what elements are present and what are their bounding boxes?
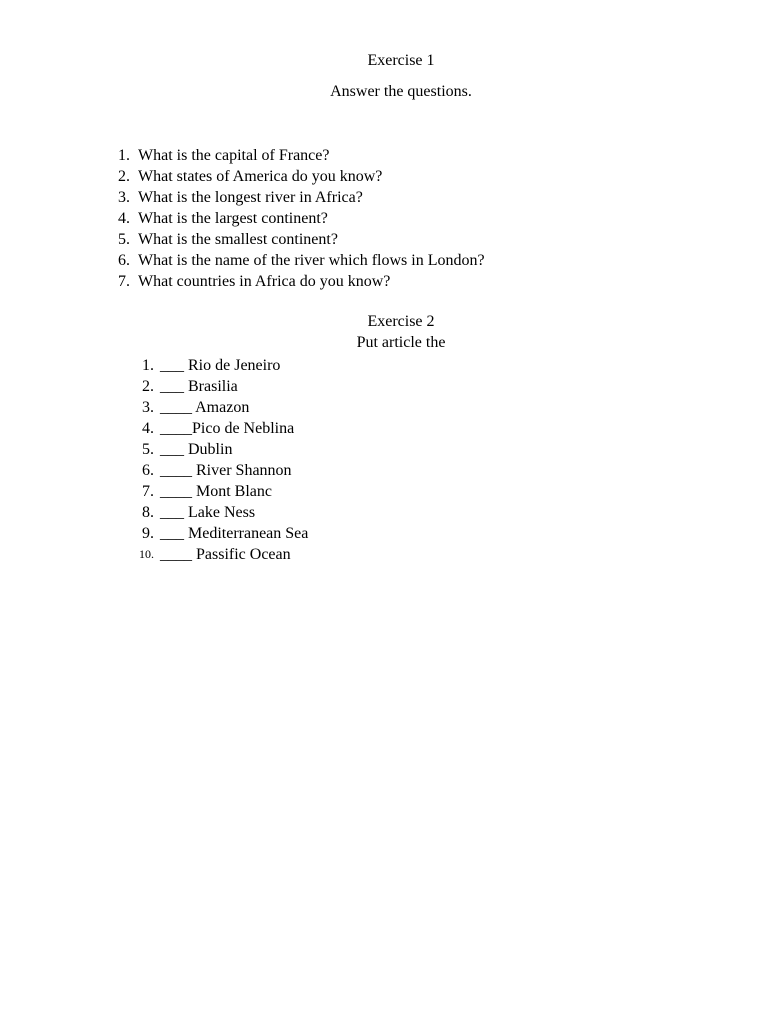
exercise2-title: Exercise 2 <box>367 313 435 330</box>
item-number: 8. <box>142 504 154 521</box>
question-number: 5. <box>118 231 130 248</box>
question-text: What is the smallest continent? <box>138 231 338 248</box>
item-number: 3. <box>142 399 154 416</box>
question-number: 3. <box>118 189 130 206</box>
item-text: ____ River Shannon <box>160 462 292 479</box>
item-text: ___ Lake Ness <box>160 504 256 521</box>
item-number: 10. <box>139 547 154 561</box>
exercise1-title: Exercise 1 <box>367 52 435 69</box>
question-number: 4. <box>118 210 130 227</box>
item-text: ___ Rio de Jeneiro <box>160 357 281 374</box>
exercise1-instruction: Answer the questions. <box>330 83 472 100</box>
item-number: 4. <box>142 420 154 437</box>
item-number: 7. <box>142 483 154 500</box>
question-text: What is the name of the river which flows in London? <box>138 252 485 269</box>
item-number: 2. <box>142 378 154 395</box>
question-text: What is the longest river in Africa? <box>138 189 363 206</box>
question-text: What states of America do you know? <box>138 168 383 185</box>
item-number: 5. <box>142 441 154 458</box>
question-number: 2. <box>118 168 130 185</box>
question-number: 1. <box>118 147 130 164</box>
item-number: 9. <box>142 525 154 542</box>
item-text: ____ Amazon <box>160 399 250 416</box>
question-text: What is the capital of France? <box>138 147 330 164</box>
item-text: ____Pico de Neblina <box>160 420 295 437</box>
item-number: 1. <box>142 357 154 374</box>
item-text: ____ Mont Blanc <box>160 483 272 500</box>
item-number: 6. <box>142 462 154 479</box>
question-text: What countries in Africa do you know? <box>138 273 391 290</box>
exercise2-instruction: Put article the <box>356 334 446 351</box>
item-text: ___ Mediterranean Sea <box>160 525 309 542</box>
item-text: ___ Brasilia <box>160 378 238 395</box>
question-number: 6. <box>118 252 130 269</box>
item-text: ____ Passific Ocean <box>160 546 291 563</box>
question-text: What is the largest continent? <box>138 210 328 227</box>
question-number: 7. <box>118 273 130 290</box>
item-text: ___ Dublin <box>160 441 233 458</box>
